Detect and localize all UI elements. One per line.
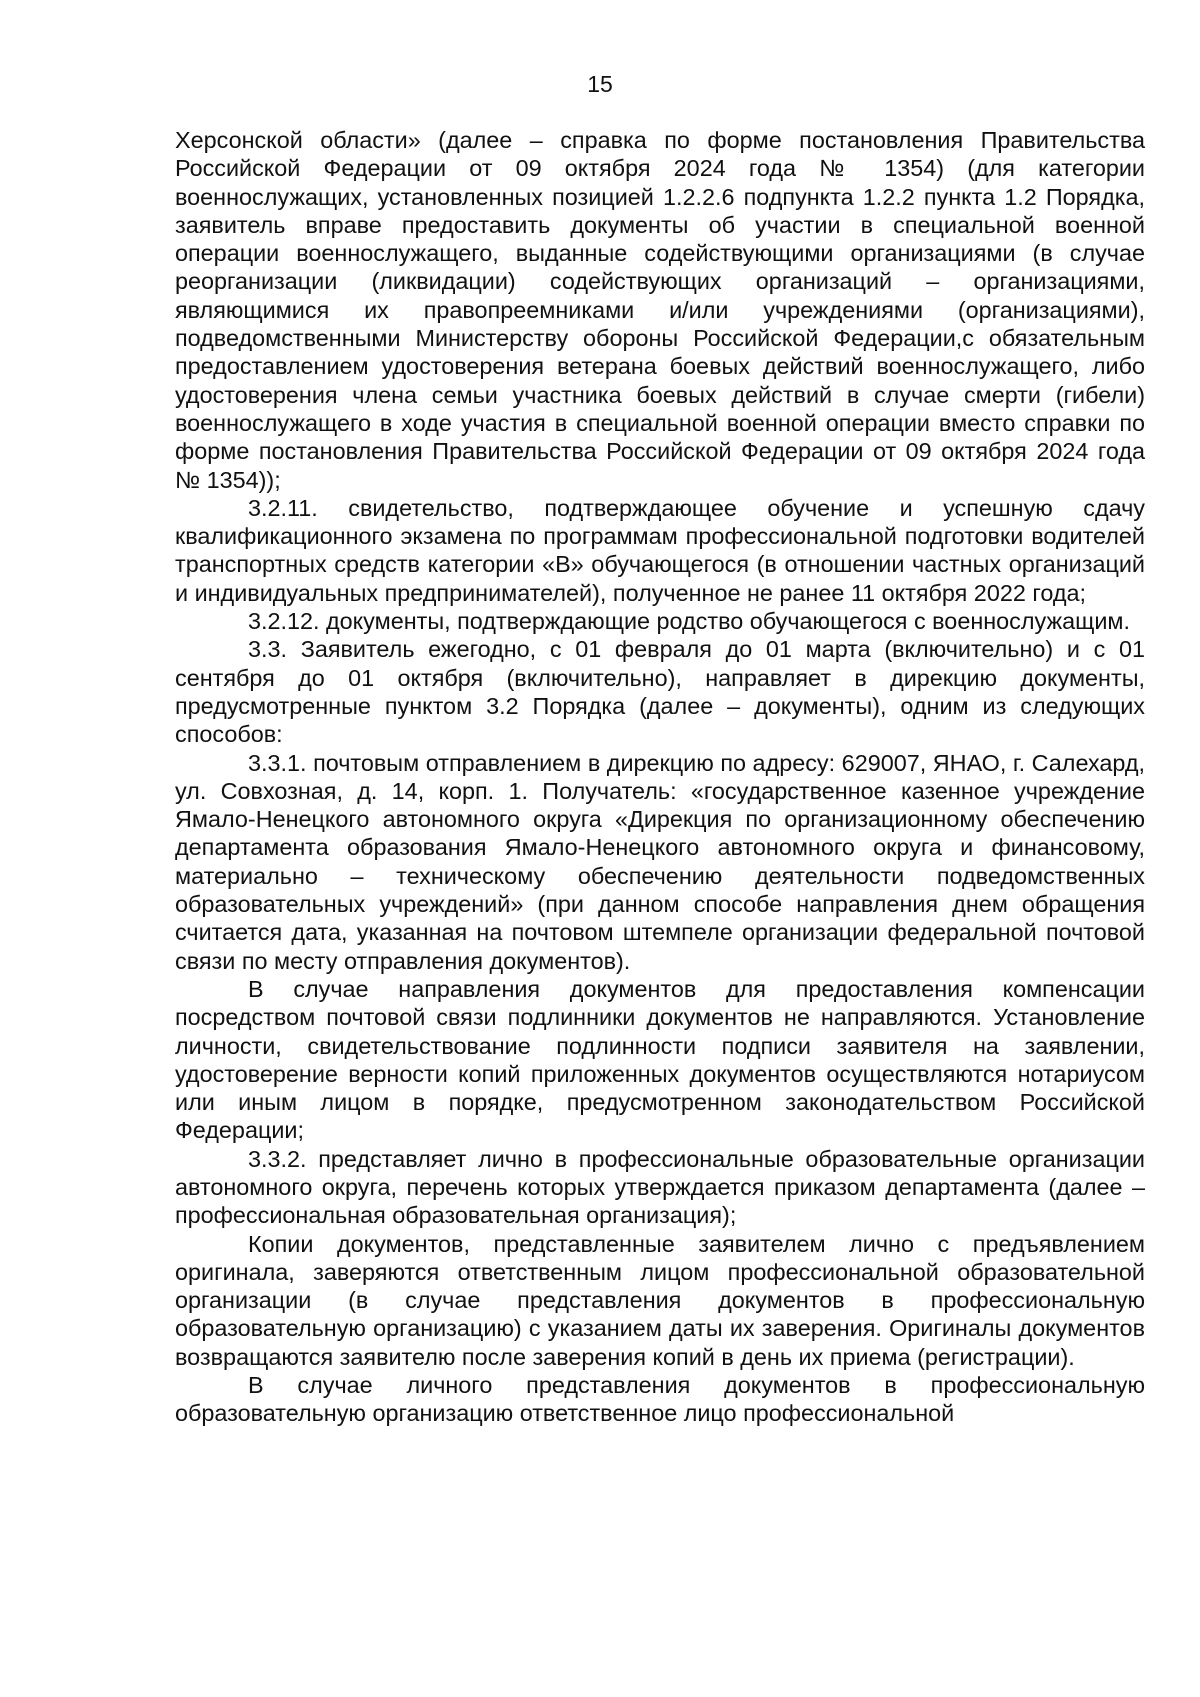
paragraph-3-3-2: 3.3.2. представляет лично в профессиональные образовательные организации автономного округа, перечень которых утверждается приказом департамента (далее – профессиональная образовательная организация); [175, 1145, 1145, 1229]
paragraph-postal-originals: В случае направления документов для предоставления компенсации посредством почтовой связи подлинники документов не направляются. Установление личности, свидетельствование подлинности подписи заявителя на заявлении, удостоверение верности копий приложенных документов осуществляются нотариусом или иным лицом в порядке, предусмотренном законодательством Российской Федерации; [175, 975, 1145, 1144]
paragraph-3-3-1: 3.3.1. почтовым отправлением в дирекцию по адресу: 629007, ЯНАО, г. Салехард, ул. Совхозная, д. 14, корп. 1. Получатель: «государственное казенное учреждение Ямало-Ненецкого автономного округа «Дирекция по организационному обеспечению департамента образования Ямало-Ненецкого автономного округа и финансовому, материально – техническому обеспечению деятельности подведомственных образовательных учреждений» (при данном способе направления днем обращения считается дата, указанная на почтовом штемпеле организации федеральной почтовой связи по месту отправления документов). [175, 749, 1145, 974]
paragraph-copies-certified: Копии документов, представленные заявителем лично с предъявлением оригинала, заверяются ответственным лицом профессиональной образовательной организации (в случае представления документов в профессиональную образовательную организацию) с указанием даты их заверения. Оригиналы документов возвращаются заявителю после заверения копий в день их приема (регистрации). [175, 1230, 1145, 1370]
paragraph-personal-submission: В случае личного представления документов в профессиональную образовательную организацию ответственное лицо профессиональной [175, 1372, 1145, 1427]
paragraph-3-2-11: 3.2.11. свидетельство, подтверждающее обучение и успешную сдачу квалификационного экзамена по программам профессиональной подготовки водителей транспортных средств категории «В» обучающегося (в отношении частных организаций и индивидуальных предпринимателей), полученное не ранее 11 октября 2022 года; [175, 494, 1145, 606]
paragraph-3-2-12: 3.2.12. документы, подтверждающие родство обучающегося с военнослужащим. [248, 608, 1131, 635]
document-body [175, 126, 1145, 1428]
paragraph-continuation: Херсонской области» (далее – справка по форме постановления Правительства Российской Федерации от 09 октября 2024 года № 1354) (для категории военнослужащих, установленных позицией 1.2.2.6 подпункта 1.2.2 пункта 1.2 Порядка, заявитель вправе предоставить документы об участии в специальной военной операции военнослужащего, выданные содействующими организациями (в случае реорганизации (ликвидации) содействующих организаций – организациями, являющимися их правопреемниками и/или учреждениями (организациями), подведомственными Министерству обороны Российской Федерации,с обязательным предоставлением удостоверения ветерана боевых действий военнослужащего, либо удостоверения члена семьи участника боевых действий в случае смерти (гибели) военнослужащего в ходе участия в специальной военной операции вместо справки по форме постановления Правительства Российской Федерации от 09 октября 2024 года № 1354)); [175, 127, 1145, 493]
page-number: 15 [587, 71, 613, 97]
paragraph-3-3: 3.3. Заявитель ежегодно, с 01 февраля до 01 марта (включительно) и с 01 сентября до 01 октября (включительно), направляет в дирекцию документы, предусмотренные пунктом 3.2 Порядка (далее – документы), одним из следующих способов: [175, 636, 1145, 748]
